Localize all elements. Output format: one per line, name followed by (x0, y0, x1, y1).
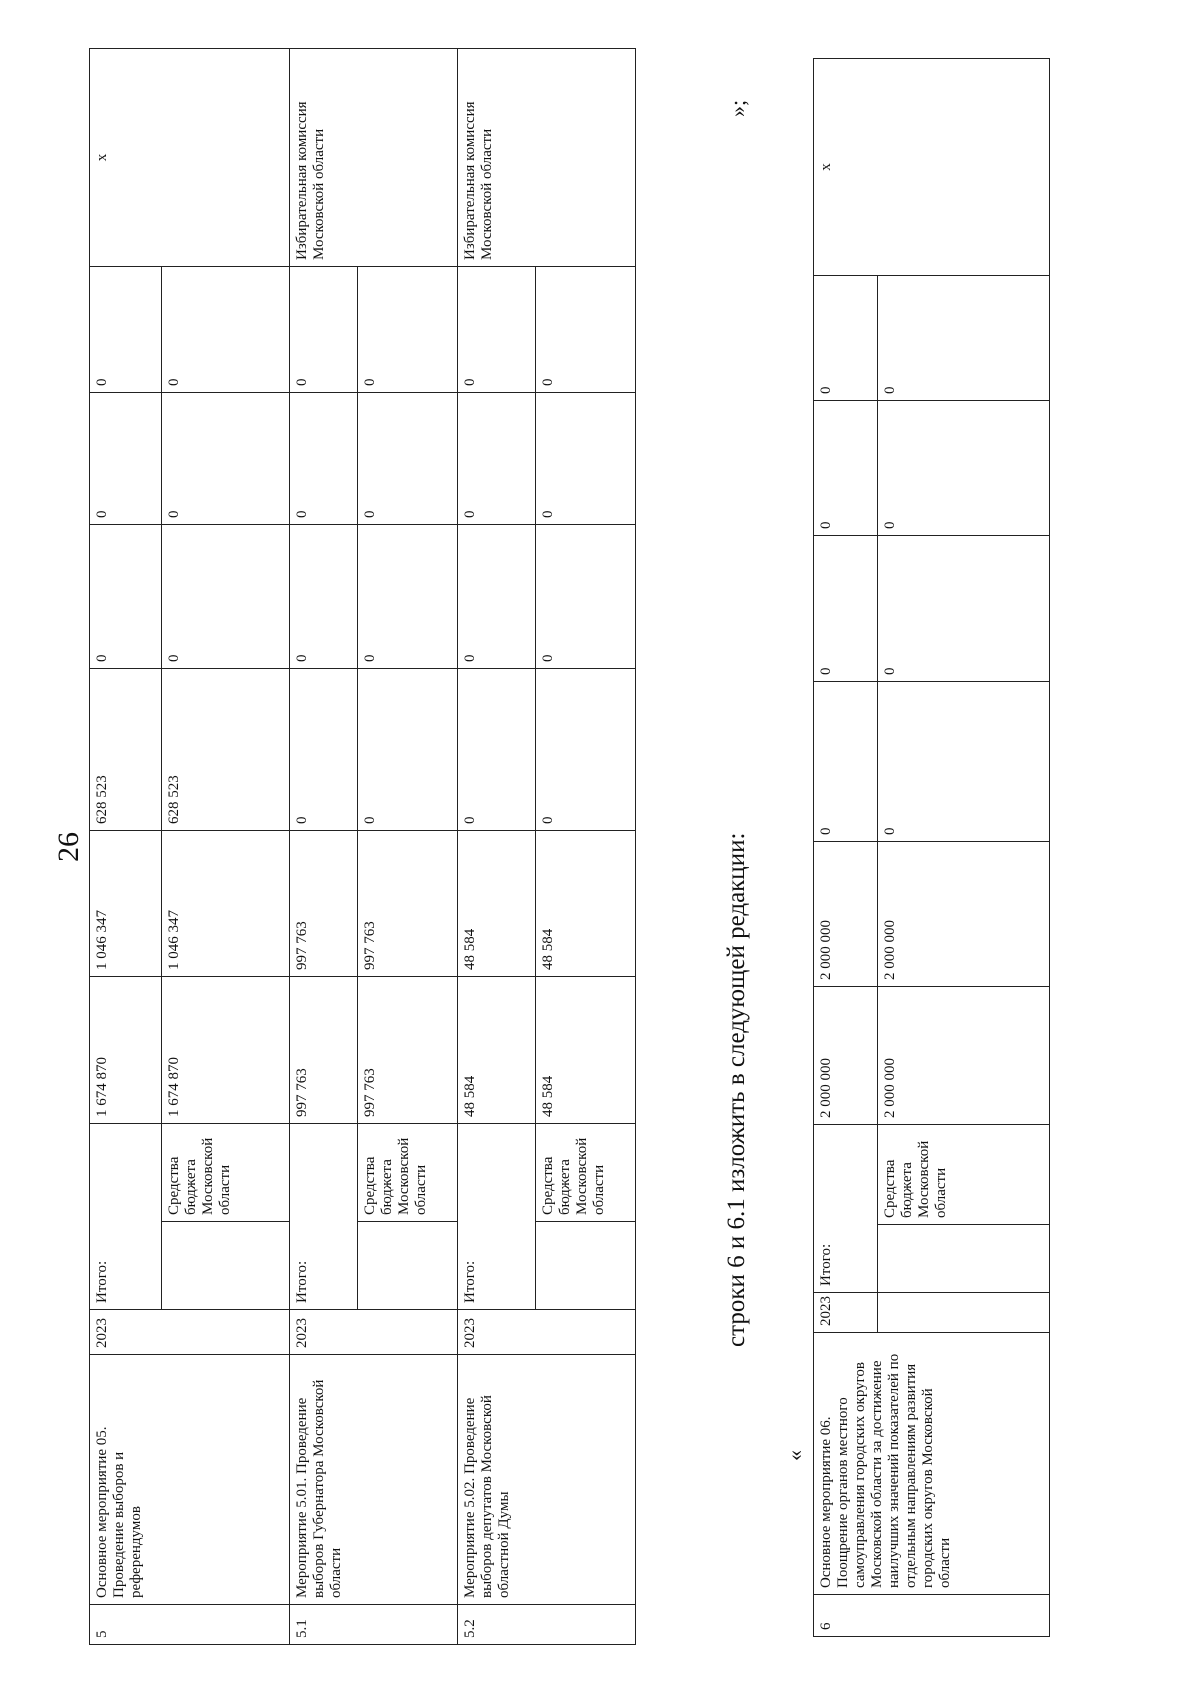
amount-year-1: 997 763 (290, 830, 358, 976)
row-number: 5.2 (458, 1605, 636, 1645)
table-row (814, 58, 878, 1636)
blank-cell (878, 1225, 1050, 1293)
amount-year-4: 0 (290, 392, 358, 524)
amount-year-2: 0 (814, 681, 878, 841)
event-name: Мероприятие 5.01. Проведение выборов Губернатора Московской области (290, 1355, 458, 1605)
amount-year-2: 628 523 (162, 668, 290, 830)
amount-year-5: 0 (162, 266, 290, 392)
executor: Избирательная комиссия Московской области (458, 48, 636, 266)
amount-year-4: 0 (90, 392, 162, 524)
table-row (290, 48, 358, 1644)
amount-year-1: 2 000 000 (878, 841, 1050, 986)
amount-year-5: 0 (814, 275, 878, 400)
event-year: 2023 (90, 1310, 290, 1355)
amount-year-5: 0 (90, 266, 162, 392)
amount-year-5: 0 (878, 275, 1050, 400)
amount-year-3: 0 (162, 524, 290, 668)
funding-source: Итого: (90, 1123, 162, 1309)
amount-total: 2 000 000 (878, 986, 1050, 1124)
amount-total: 48 584 (536, 976, 636, 1123)
amount-total: 997 763 (290, 976, 358, 1123)
closing-quote: »; (725, 99, 750, 117)
amount-year-1: 1 046 347 (90, 830, 162, 976)
amount-year-2: 0 (878, 681, 1050, 841)
opening-quote: « (782, 1450, 807, 1461)
executor: х (90, 48, 290, 266)
amount-total: 48 584 (458, 976, 536, 1123)
amount-year-5: 0 (536, 266, 636, 392)
amount-total: 1 674 870 (162, 976, 290, 1123)
amount-year-2: 628 523 (90, 668, 162, 830)
amount-year-4: 0 (358, 392, 458, 524)
event-name: Основное мероприятие 05. Проведение выборов и референдумов (90, 1355, 290, 1605)
executor: Избирательная комиссия Московской области (290, 48, 458, 266)
event-year: 2023 (814, 1293, 878, 1333)
amount-year-5: 0 (290, 266, 358, 392)
amount-year-2: 0 (536, 668, 636, 830)
amount-year-3: 0 (458, 524, 536, 668)
amount-year-2: 0 (458, 668, 536, 830)
amount-year-4: 0 (878, 400, 1050, 535)
amount-year-3: 0 (814, 535, 878, 681)
program-table-rows-5 (89, 48, 636, 1645)
amount-year-2: 0 (358, 668, 458, 830)
funding-source: Средства бюджета Московской области (358, 1123, 458, 1221)
amount-year-1: 48 584 (536, 830, 636, 976)
funding-source: Средства бюджета Московской области (878, 1124, 1050, 1224)
table-row (90, 48, 162, 1644)
amount-year-4: 0 (814, 400, 878, 535)
event-year: 2023 (458, 1310, 636, 1355)
program-table-row-6 (813, 58, 1050, 1637)
executor: х (814, 58, 1050, 275)
amount-year-1: 48 584 (458, 830, 536, 976)
table-row (458, 48, 536, 1644)
blank-cell (358, 1222, 458, 1310)
amount-year-3: 0 (90, 524, 162, 668)
amount-total: 2 000 000 (814, 986, 878, 1124)
amount-year-3: 0 (536, 524, 636, 668)
amount-year-3: 0 (878, 535, 1050, 681)
amount-year-1: 1 046 347 (162, 830, 290, 976)
funding-source: Средства бюджета Московской области (162, 1123, 290, 1221)
blank-cell (162, 1222, 290, 1310)
amount-year-2: 0 (290, 668, 358, 830)
event-year: 2023 (290, 1310, 458, 1355)
row-number: 5.1 (290, 1605, 458, 1645)
page-number: 26 (52, 832, 85, 862)
funding-source: Итого: (814, 1124, 878, 1292)
amount-year-4: 0 (458, 392, 536, 524)
event-name: Мероприятие 5.02. Проведение выборов депутатов Московской областной Думы (458, 1355, 636, 1605)
amount-year-5: 0 (358, 266, 458, 392)
amount-year-4: 0 (162, 392, 290, 524)
amount-total: 997 763 (358, 976, 458, 1123)
instruction-heading: строки 6 и 6.1 изложить в следующей редакции: (723, 832, 750, 1347)
amount-year-4: 0 (536, 392, 636, 524)
funding-source: Итого: (458, 1123, 536, 1309)
blank-cell (878, 1293, 1050, 1333)
amount-year-3: 0 (358, 524, 458, 668)
event-name: Основное мероприятие 06. Поощрение органов местного самоуправления городских округов Московской области за достижение наилучших значений показателей по отдельным направлениям развития городских округов Московской области (814, 1333, 1050, 1595)
funding-source: Средства бюджета Московской области (536, 1123, 636, 1221)
amount-year-1: 2 000 000 (814, 841, 878, 986)
amount-year-1: 997 763 (358, 830, 458, 976)
amount-year-3: 0 (290, 524, 358, 668)
amount-year-5: 0 (458, 266, 536, 392)
blank-cell (536, 1222, 636, 1310)
row-number: 6 (814, 1595, 1050, 1637)
funding-source: Итого: (290, 1123, 358, 1309)
amount-total: 1 674 870 (90, 976, 162, 1123)
row-number: 5 (90, 1605, 290, 1645)
